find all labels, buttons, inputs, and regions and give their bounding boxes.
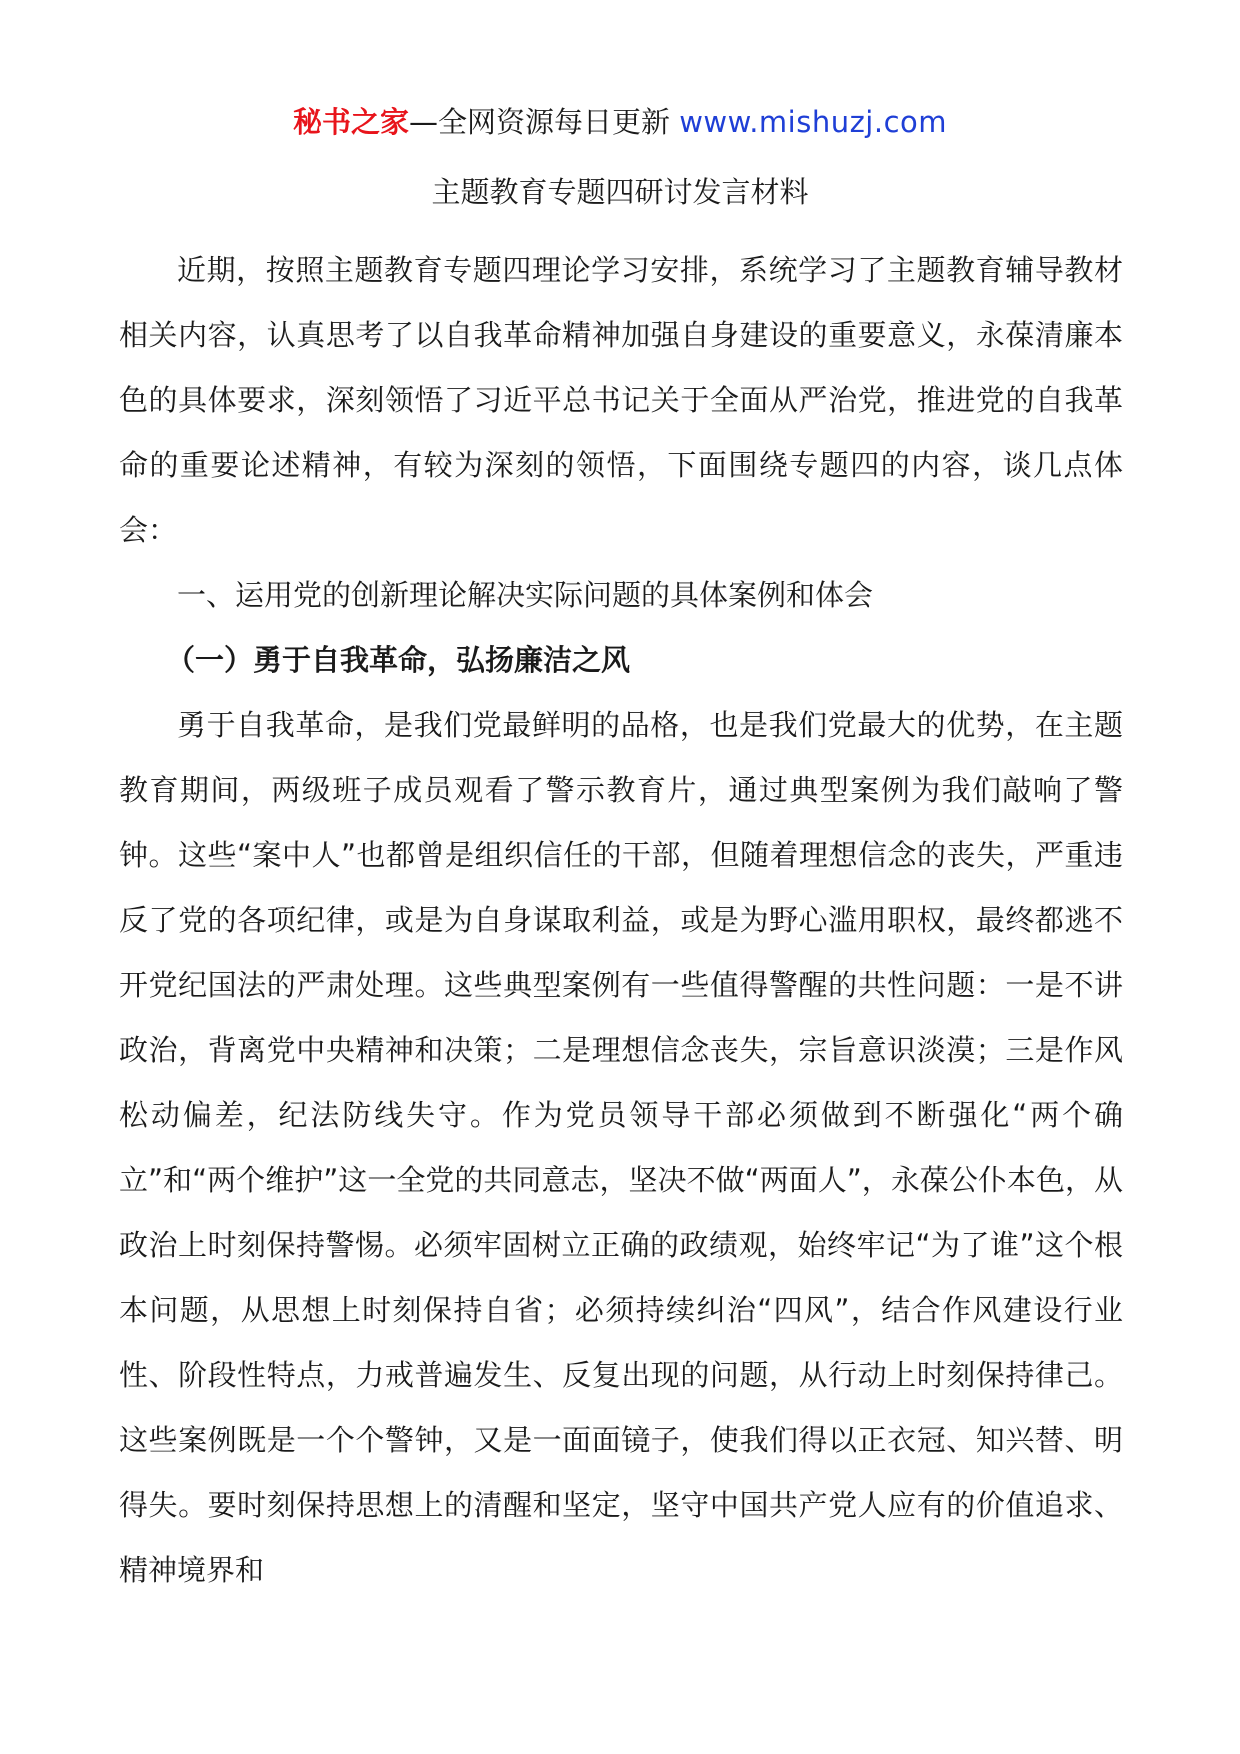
body-paragraph: 勇于自我革命，是我们党最鲜明的品格，也是我们党最大的优势，在主题教育期间，两级班子成员观看了警示教育片，通过典型案例为我们敲响了警钟。这些“案中人”也都曾是组织信任的干部，但随着理想信念的丧失，严重违反了党的各项纪律，或是为自身谋取利益，或是为野心滥用职权，最终都逃不开党纪国法的严肃处理。这些典型案例有一些值得警醒的共性问题：一是不讲政治，背离党中央精神和决策；二是理想信念丧失，宗旨意识淡漠；三是作风松动偏差，纪法防线失守。作为党员领导干部必须做到不断强化“两个确立”和“两个维护”这一全党的共同意志，坚决不做“两面人”，永葆公仆本色，从政治上时刻保持警惕。必须牢固树立正确的政绩观，始终牢记“为了谁”这个根本问题，从思想上时刻保持自省；必须持续纠治“四风”，结合作风建设行业性、阶段性特点，力戒普遍发生、反复出现的问题，从行动上时刻保持律己。这些案例既是一个个警钟，又是一面面镜子，使我们得以正衣冠、知兴替、明得失。要时刻保持思想上的清醒和坚定，坚守中国共产党人应有的价值追求、精神境界和 bbox=[119, 708, 1123, 1587]
document-body bbox=[119, 238, 1123, 1603]
brand-name: 秘书之家 bbox=[292, 105, 409, 139]
site-url-link[interactable]: www.mishuzj.com bbox=[679, 105, 948, 139]
site-header bbox=[0, 100, 1240, 144]
document-title: 主题教育专题四研讨发言材料 bbox=[431, 175, 809, 209]
section-heading-1: 一、运用党的创新理论解决实际问题的具体案例和体会 bbox=[177, 578, 874, 612]
intro-paragraph: 近期，按照主题教育专题四理论学习安排，系统学习了主题教育辅导教材相关内容，认真思考了以自我革命精神加强自身建设的重要意义，永葆清廉本色的具体要求，深刻领悟了习近平总书记关于全面从严治党，推进党的自我革命的重要论述精神，有较为深刻的领悟，下面围绕专题四的内容，谈几点体会： bbox=[119, 253, 1123, 547]
subsection-heading-1: （一）勇于自我革命，弘扬廉洁之风 bbox=[166, 643, 631, 677]
header-slogan: —全网资源每日更新 bbox=[408, 105, 670, 139]
